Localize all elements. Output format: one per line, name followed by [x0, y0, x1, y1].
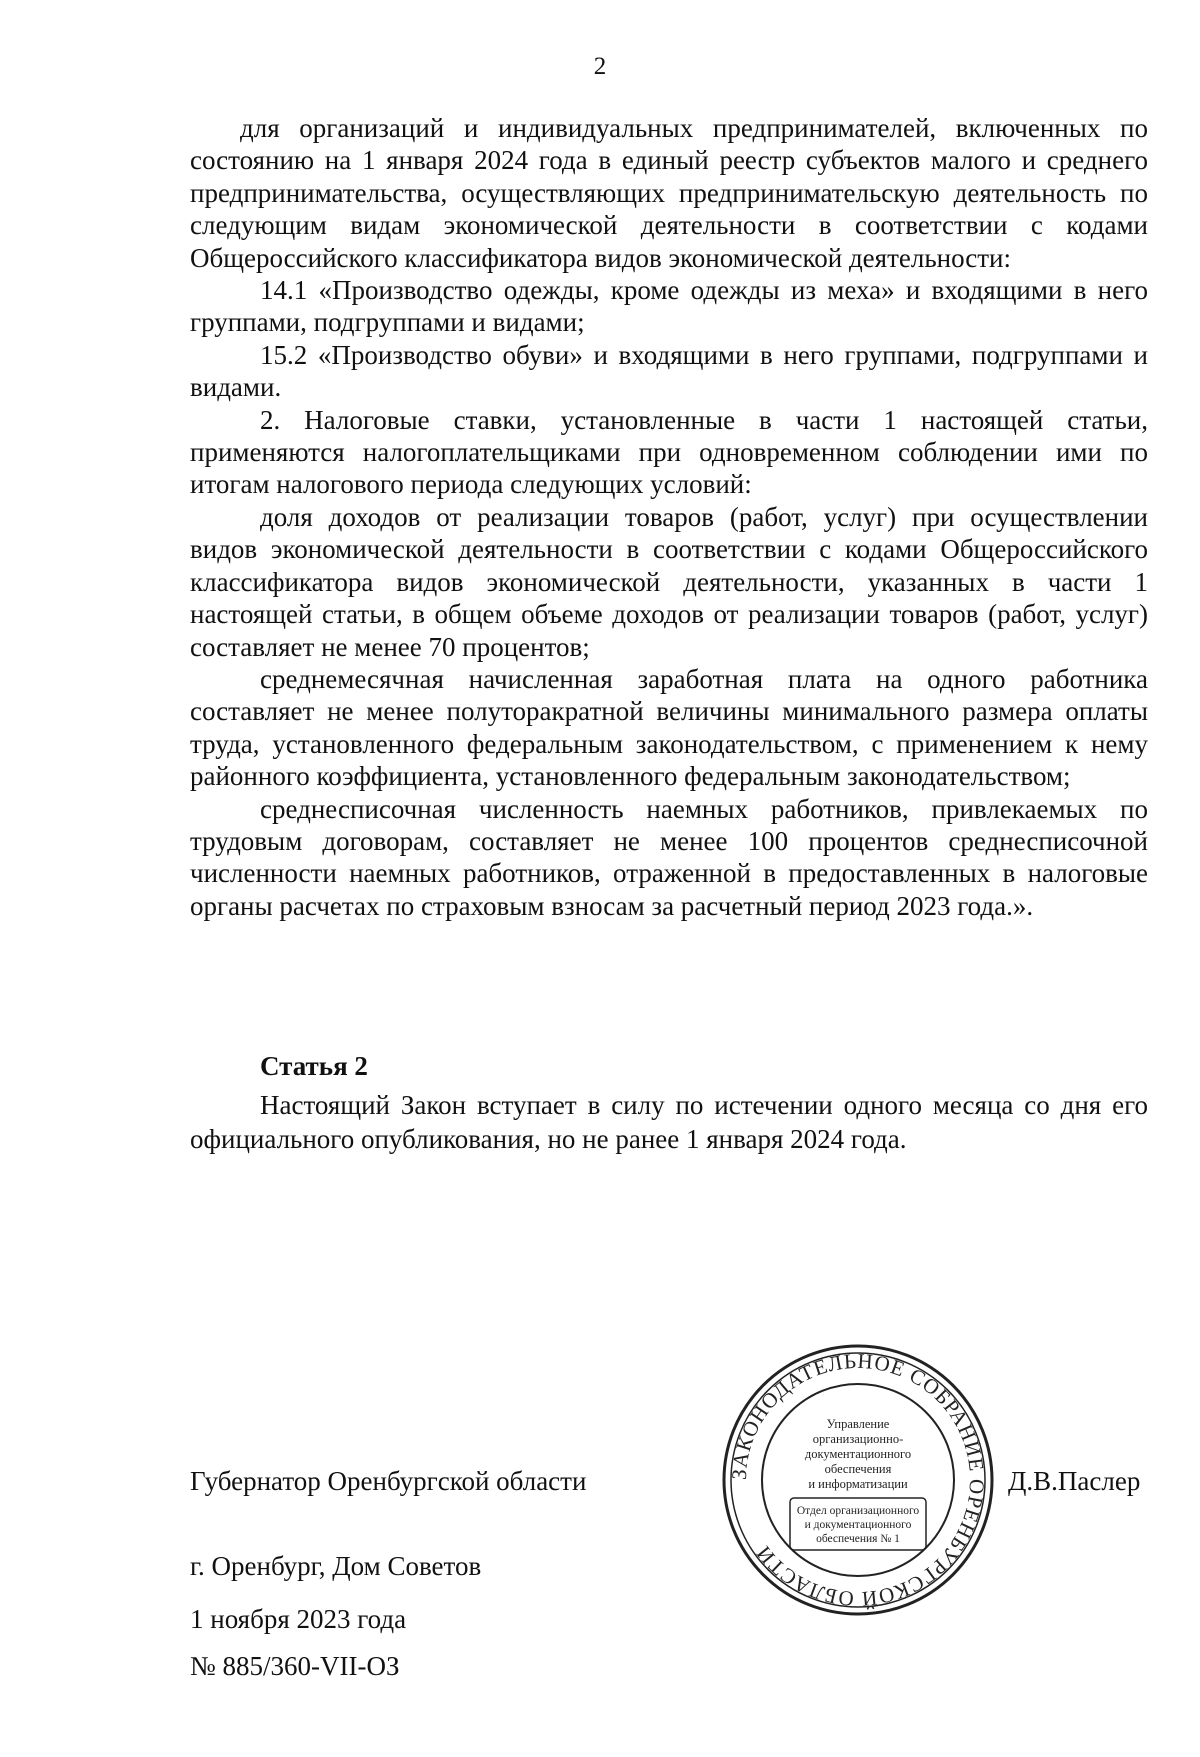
- seal-ring-text: ЗАКОНОДАТЕЛЬНОЕ СОБРАНИЕ ОРЕНБУРГСКОЙ ОБЛАСТИ: [726, 1348, 990, 1612]
- condition-income-share: доля доходов от реализации товаров (работ, услуг) при осуществлении видов экономической деятельности в соответствии с кодами Общероссийского классификатора видов экономической деятельности, указанных в части 1 настоящей статьи, в общем объеме доходов от реализации товаров (работ, услуг) составляет не менее 70 процентов;: [190, 501, 1148, 662]
- item-14-1: 14.1 «Производство одежды, кроме одежды из меха» и входящими в него группами, подгруппами и видами;: [190, 275, 1148, 338]
- seal-line: документационного: [804, 1447, 912, 1461]
- article-2-heading: Статья 2: [260, 1051, 368, 1081]
- article-2-text: Настоящий Закон вступает в силу по истечении одного месяца со дня его официального опубликования, но не ранее 1 января 2024 года.: [190, 1090, 1148, 1154]
- signatory-title: Губернатор Оренбургской области: [190, 1466, 587, 1496]
- item-15-2: 15.2 «Производство обуви» и входящими в него группами, подгруппами и видами.: [190, 339, 1148, 403]
- seal-line: обеспечения: [824, 1462, 892, 1476]
- condition-headcount: среднесписочная численность наемных работников, привлекаемых по трудовым договорам, составляет не менее 100 процентов среднесписочной численности наемных работников, отраженной в предоставленных в налоговые органы расчетах по страховым взносам за расчетный период 2023 года.».: [190, 793, 1148, 921]
- law-number: № 885/360-VII-ОЗ: [190, 1651, 400, 1681]
- seal-line: Управление: [826, 1417, 890, 1431]
- signing-date: 1 ноября 2023 года: [190, 1604, 407, 1634]
- seal-line: и документационного: [804, 1519, 912, 1531]
- seal-line: организационно-: [812, 1432, 904, 1446]
- place-of-signing: г. Оренбург, Дом Советов: [190, 1551, 482, 1581]
- condition-average-salary: среднемесячная начисленная заработная плата на одного работника составляет не менее полуторакратной величины минимального размера оплаты труда, установленного федеральным законодательством, с применением к нему районного коэффициента, установленного федеральным законодательством;: [190, 663, 1148, 792]
- article-1-continuation: [190, 112, 1148, 922]
- page-number: 2: [593, 53, 607, 80]
- signatory-name: Д.В.Паслер: [1008, 1466, 1141, 1496]
- point-2-paragraph: 2. Налоговые ставки, установленные в части 1 настоящей статьи, применяются налогоплательщиками при одновременном соблюдении ими по итогам налогового периода следующих условий:: [190, 404, 1148, 500]
- seal-line: обеспечения № 1: [816, 1533, 900, 1545]
- seal-line: и информатизации: [808, 1477, 908, 1491]
- intro-paragraph: для организаций и индивидуальных предпринимателей, включенных по состоянию на 1 января 2024 года в единый реестр субъектов малого и среднего предпринимательства, осуществляющих предпринимательскую деятельность по следующим видам экономической деятельности в соответствии с кодами Общероссийского классификатора видов экономической деятельности:: [190, 113, 1148, 273]
- official-seal: [718, 1340, 998, 1620]
- seal-line: Отдел организационного: [796, 1505, 920, 1517]
